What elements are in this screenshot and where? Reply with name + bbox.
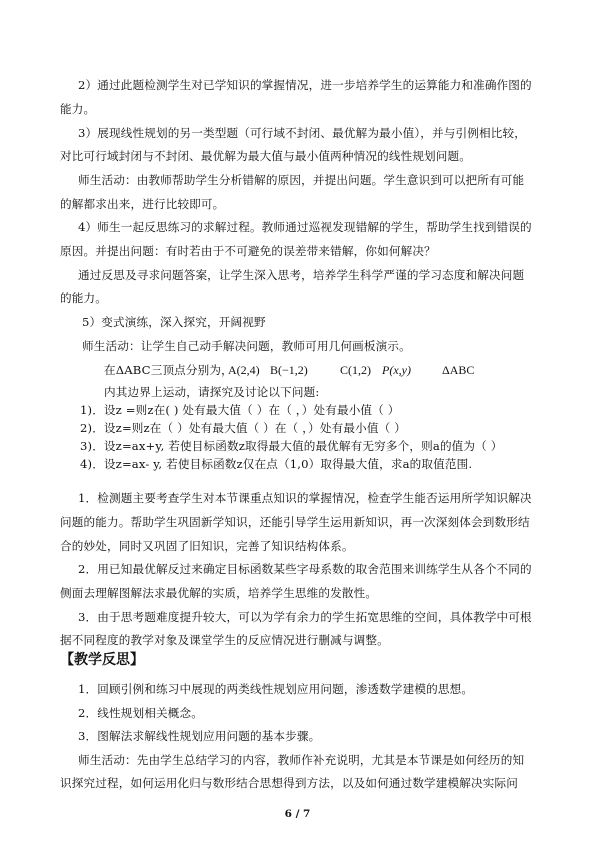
reflection-line: 识探究过程，如何运用化归与数形结合思想得到方法，以及如何通过数学建模解决实际问 [60, 776, 519, 790]
note-line: 3．由于思考题难度提升较大，可以为学有余力的学生拓宽思维的空间，具体教学中可根 [78, 610, 532, 624]
note-line: 据不同程度的教学对象及课堂学生的反应情况进行删减与调整。 [60, 633, 389, 647]
page-number: 6 / 7 [284, 808, 311, 820]
exercise-intro: 在ΔABC三顶点分别为， [104, 363, 233, 377]
note-line: 问题的能力。帮助学生巩固新学知识，还能引导学生运用新知识，再一次深刻体会到数形结 [60, 515, 530, 529]
reflection-line: 3．图解法求解线性规划应用问题的基本步骤。 [78, 729, 321, 743]
exercise-intro-line2: 内其边界上运动，请探究及讨论以下问题: [104, 385, 320, 399]
paragraph-line: 的能力。 [60, 291, 107, 305]
point-c: C(1,2) [340, 363, 371, 377]
point-p: P(x,y) [382, 363, 411, 377]
reflection-line: 师生活动：先由学生总结学习的内容，教师作补充说明，尤其是本节课是如何经历的知 [78, 753, 525, 767]
note-line: 合的妙处，同时又巩固了旧知识，完善了知识结构体系。 [60, 539, 354, 553]
reflection-line: 2．线性规划相关概念。 [78, 706, 203, 720]
section-title: 【教学反思】 [60, 652, 144, 668]
note-line: 2．用已知最优解反过来确定目标函数某些字母系数的取舍范围来训练学生从各个不同的 [78, 562, 532, 576]
paragraph-line: 能力。 [60, 102, 96, 116]
paragraph-line: 2）通过此题检测学生对已学知识的掌握情况，进一步培养学生的运算能力和准确作图的 [78, 78, 532, 92]
paragraph-line: 师生活动：让学生自己动手解决问题，教师可用几何画板演示。 [82, 339, 411, 353]
paragraph-line: 通过反思及寻求问题答案，让学生深入思考，培养学生科学严谨的学习态度和解决问题 [78, 268, 525, 282]
point-b: B(−1,2) [270, 363, 308, 377]
exercise-item: 4)．设z=ax- y, 若使目标函数z仅在点（1,0）取得最大值，求a的取值范围. [80, 457, 473, 471]
exercise-item: 2)．设z=则z在（ ）处有最大值（ ）在（ ，）处有最小值（ ） [80, 421, 406, 435]
paragraph-line: 原因。并提出问题：有时若由于不可避免的误差带来错解，你如何解决？ [60, 244, 436, 258]
note-line: 侧面去理解图解法求最优解的实质，培养学生思维的发散性。 [60, 586, 378, 600]
paragraph-line: 4）师生一起反思练习的求解过程。教师通过巡视发现错解的学生，帮助学生找到错误的 [78, 220, 532, 234]
paragraph-line: 师生活动：由教师帮助学生分析错解的原因，并提出问题。学生意识到可以把所有可能 [78, 173, 525, 187]
paragraph-line: 3）展现线性规划的另一类型题（可行域不封闭、最优解为最小值），并与引例相比较， [78, 126, 526, 140]
paragraph-line: 对比可行域封闭与不封闭、最优解为最大值与最小值两种情况的线性规划问题。 [60, 149, 472, 163]
paragraph-line: 的解都求出来，进行比较即可。 [60, 197, 225, 211]
point-a: A(2,4) [228, 363, 260, 377]
note-line: 1．检测题主要考查学生对本节课重点知识的掌握情况，检查学生能否运用所学知识解决 [78, 491, 532, 505]
paragraph-line: 5）变式演练，深入探究，开阔视野 [82, 315, 266, 329]
triangle-label: ΔABC [442, 363, 475, 377]
reflection-line: 1．回顾引例和练习中展现的两类线性规划应用问题，渗透数学建模的思想。 [78, 682, 474, 696]
exercise-item: 1)．设z =则z在( ) 处有最大值（ ）在（ ，）处有最小值（ ） [80, 403, 400, 417]
exercise-item: 3)．设z=ax+y, 若使目标函数z取得最大值的最优解有无穷多个，则a的值为（ ） [80, 439, 503, 453]
